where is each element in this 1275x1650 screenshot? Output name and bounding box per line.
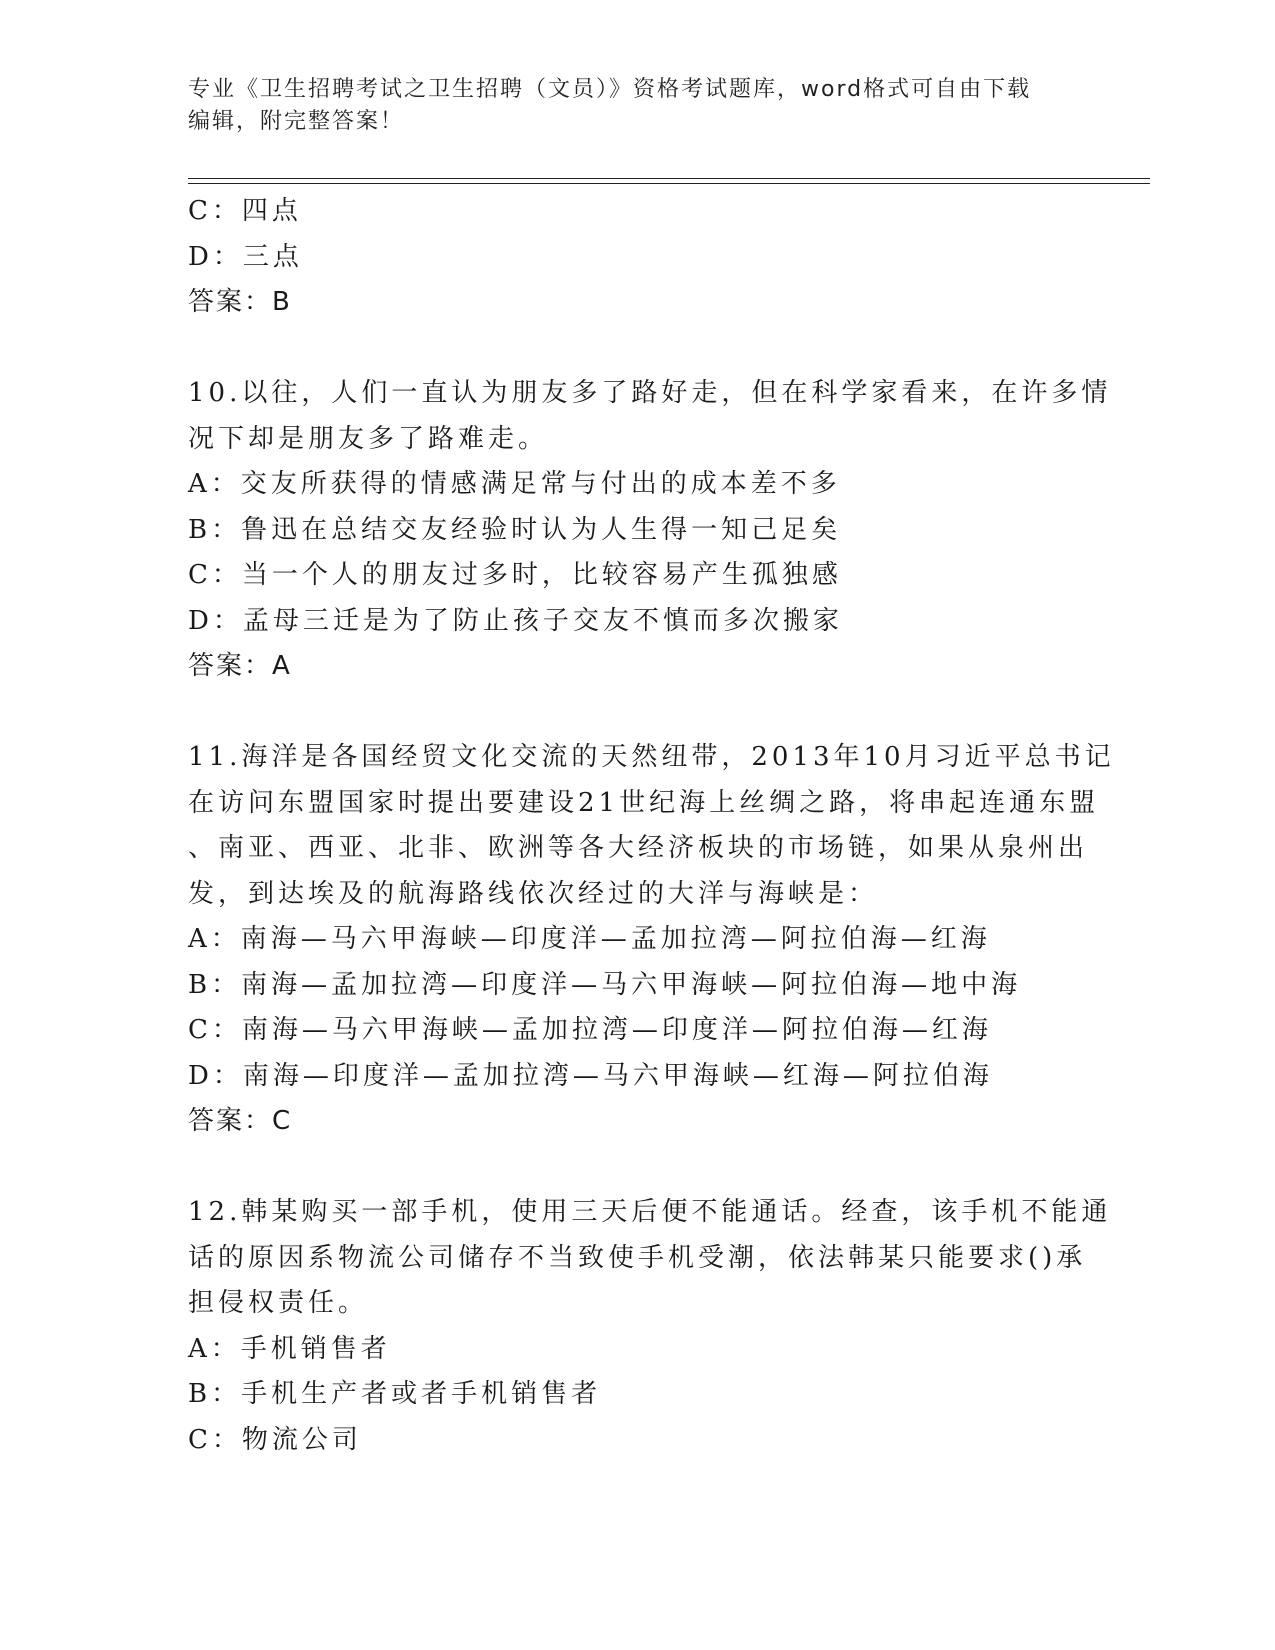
- option-b: B：鲁迅在总结交友经验时认为人生得一知己足矣: [188, 514, 842, 545]
- answer: 答案：B: [188, 287, 292, 317]
- header-line-2: 编辑，附完整答案！: [188, 109, 405, 134]
- option-b: B：南海—孟加拉湾—印度洋—马六甲海峡—阿拉伯海—地中海: [188, 969, 1022, 1000]
- answer: 答案：C: [188, 1106, 293, 1136]
- option-a: A：南海—马六甲海峡—印度洋—孟加拉湾—阿拉伯海—红海: [188, 924, 991, 954]
- document-header: [188, 74, 1088, 138]
- option-a: A：手机销售者: [188, 1333, 391, 1364]
- option-d: D：孟母三迁是为了防止孩子交友不慎而多次搬家: [188, 605, 843, 636]
- option-c: C：南海—马六甲海峡—孟加拉湾—印度洋—阿拉伯海—红海: [188, 1015, 992, 1045]
- option-c: C：当一个人的朋友过多时，比较容易产生孤独感: [188, 560, 842, 590]
- question-10-line-1: 10.以往，人们一直认为朋友多了路好走，但在科学家看来，在许多情: [188, 378, 1112, 408]
- option-d: D：三点: [188, 241, 303, 272]
- option-c: C：物流公司: [188, 1424, 362, 1455]
- question-11-line-4: 发，到达埃及的航海路线依次经过的大洋与海峡是：: [188, 878, 879, 909]
- question-12-line-1: 12.韩某购买一部手机，使用三天后便不能通话。经查，该手机不能通: [188, 1197, 1112, 1227]
- question-12-line-2: 话的原因系物流公司储存不当致使手机受潮，依法韩某只能要求()承: [188, 1242, 1087, 1273]
- question-11-line-3: 、南亚、西亚、北非、欧洲等各大经济板块的市场链，如果从泉州出: [188, 833, 1089, 863]
- question-11-line-2: 在访问东盟国家时提出要建设21世纪海上丝绸之路，将串起连通东盟: [188, 787, 1100, 818]
- spacer: [188, 326, 1088, 372]
- header-rule-bottom: [188, 183, 1150, 184]
- question-12-line-3: 担侵权责任。: [188, 1288, 369, 1318]
- header-rule-top: [188, 178, 1150, 179]
- question-11-line-1: 11.海洋是各国经贸文化交流的天然纽带，2013年10月习近平总书记: [188, 742, 1115, 772]
- spacer: [188, 690, 1088, 736]
- spacer: [188, 1145, 1088, 1191]
- option-b: B：手机生产者或者手机销售者: [188, 1379, 602, 1409]
- option-d: D：南海—印度洋—孟加拉湾—马六甲海峡—红海—阿拉伯海: [188, 1060, 993, 1091]
- option-a: A：交友所获得的情感满足常与付出的成本差不多: [188, 469, 841, 499]
- question-content: [188, 189, 1115, 1463]
- question-10-line-2: 况下却是朋友多了路难走。: [188, 423, 549, 454]
- header-line-1: 专业《卫生招聘考试之卫生招聘（文员）》资格考试题库，word格式可自由下载: [188, 77, 1032, 102]
- option-c: C：四点: [188, 196, 302, 226]
- answer: 答案：A: [188, 651, 292, 681]
